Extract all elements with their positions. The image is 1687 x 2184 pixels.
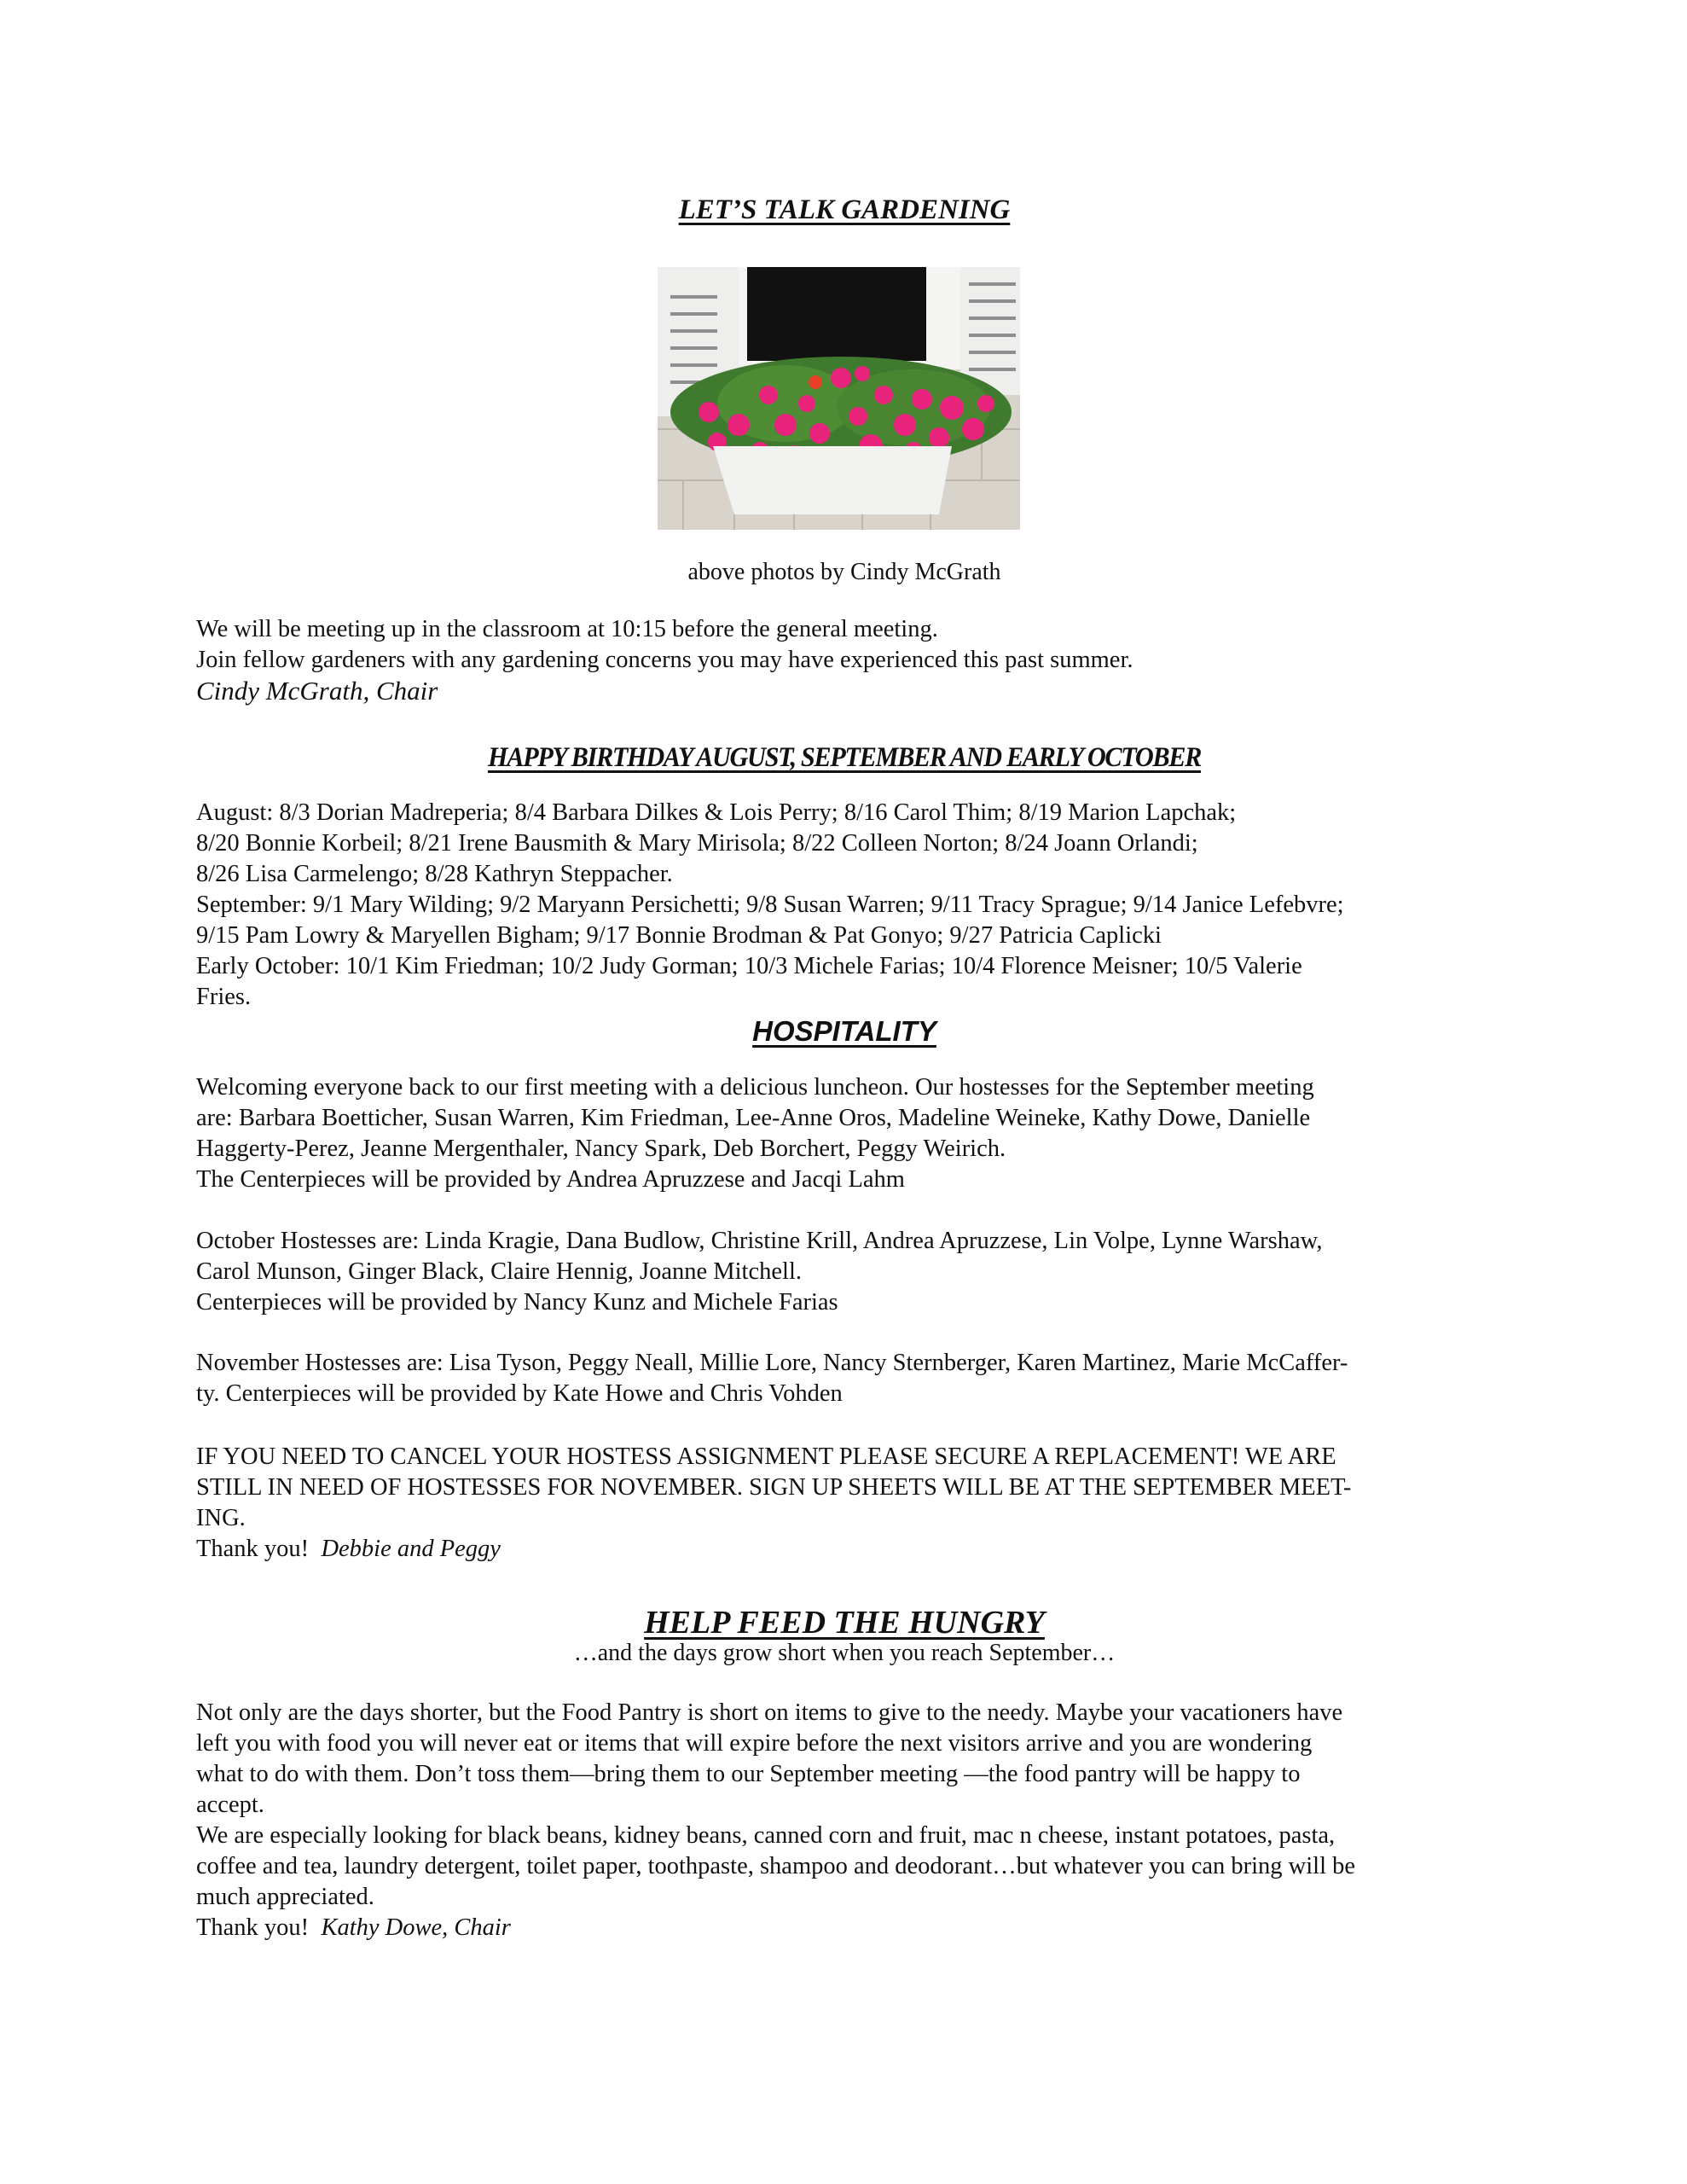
hungry-text [196, 1698, 1510, 1943]
hospitality-line: October Hostesses are: Linda Kragie, Dana Budlow, Christine Krill, Andrea Apruzzese, Lin Volpe, Lynne Warshaw, [196, 1228, 1323, 1254]
thanks-text: Thank you! [196, 1914, 322, 1941]
hungry-subtitle: …and the days grow short when you reach September… [573, 1640, 1116, 1666]
hospitality-line: ty. Centerpieces will be provided by Kate Howe and Chris Vohden [196, 1380, 843, 1407]
hospitality-line: Centerpieces will be provided by Nancy Kunz and Michele Farias [196, 1289, 838, 1316]
gardening-text [196, 614, 1510, 706]
birthday-september-line: 9/15 Pam Lowry & Maryellen Bigham; 9/17 Bonnie Brodman & Pat Gonyo; 9/27 Patricia Caplicki [196, 922, 1162, 949]
birthday-october-line: Fries. [196, 984, 252, 1010]
hospitality-notice [196, 1442, 1510, 1565]
hospitality-line: Carol Munson, Ginger Black, Claire Hennig, Joanne Mitchell. [196, 1258, 802, 1285]
hospitality-line: are: Barbara Boetticher, Susan Warren, Kim Friedman, Lee-Anne Oros, Madeline Weineke, Kathy Dowe, Danielle [196, 1105, 1311, 1131]
hungry-line: much appreciated. [196, 1884, 374, 1910]
hungry-line: Not only are the days shorter, but the Food Pantry is short on items to give to the needy. Maybe your vacationers have [196, 1699, 1343, 1726]
hungry-signature: Kathy Dowe, Chair [321, 1914, 511, 1941]
gardening-line: Join fellow gardeners with any gardening concerns you may have experienced this past summer. [196, 647, 1133, 673]
hungry-thanks [196, 1913, 1510, 1943]
hungry-line: We are especially looking for black beans, kidney beans, canned corn and fruit, mac n cheese, instant potatoes, pasta, [196, 1822, 1336, 1849]
hospitality-heading: HOSPITALITY [752, 1015, 936, 1047]
hungry-line: coffee and tea, laundry detergent, toilet paper, toothpaste, shampoo and deodorant…but whatever you can bring will be [196, 1853, 1356, 1879]
hospitality-line: Haggerty-Perez, Jeanne Mergenthaler, Nancy Spark, Deb Borchert, Peggy Weirich. [196, 1136, 1006, 1162]
hospitality-signature: Debbie and Peggy [321, 1536, 501, 1562]
hospitality-thanks [196, 1534, 1510, 1565]
notice-line: STILL IN NEED OF HOSTESSES FOR NOVEMBER. SIGN UP SHEETS WILL BE AT THE SEPTEMBER MEET- [196, 1474, 1352, 1501]
photo-caption: above photos by Cindy McGrath [687, 559, 1001, 585]
hungry-line: accept. [196, 1792, 264, 1818]
notice-line: ING. [196, 1505, 246, 1531]
birthday-august-line: 8/20 Bonnie Korbeil; 8/21 Irene Bausmith & Mary Mirisola; 8/22 Colleen Norton; 8/24 Joann Orlandi; [196, 830, 1198, 857]
gardening-signature: Cindy McGrath, Chair [196, 676, 438, 706]
hospitality-line: November Hostesses are: Lisa Tyson, Peggy Neall, Millie Lore, Nancy Sternberger, Karen Martinez, Marie McCaffer- [196, 1350, 1348, 1376]
birthday-september-line: September: 9/1 Mary Wilding; 9/2 Maryann Persichetti; 9/8 Susan Warren; 9/11 Tracy Sprague; 9/14 Janice Lefebvre; [196, 892, 1344, 918]
hospitality-september [196, 1072, 1510, 1195]
gardening-heading: LET’S TALK GARDENING [678, 195, 1011, 225]
birthday-august-line: 8/26 Lisa Carmelengo; 8/28 Kathryn Steppacher. [196, 861, 673, 887]
gardening-line: We will be meeting up in the classroom at 10:15 before the general meeting. [196, 616, 938, 642]
hospitality-line: Welcoming everyone back to our first meeting with a delicious luncheon. Our hostesses for the September meeting [196, 1074, 1314, 1101]
birthday-october-line: Early October: 10/1 Kim Friedman; 10/2 Judy Gorman; 10/3 Michele Farias; 10/4 Florence Meisner; 10/5 Valerie [196, 953, 1302, 979]
hospitality-line: The Centerpieces will be provided by Andrea Apruzzese and Jacqi Lahm [196, 1166, 905, 1193]
notice-line: IF YOU NEED TO CANCEL YOUR HOSTESS ASSIGNMENT PLEASE SECURE A REPLACEMENT! WE ARE [196, 1443, 1336, 1470]
hospitality-november [196, 1348, 1510, 1409]
hospitality-october [196, 1226, 1510, 1318]
birthday-list [196, 798, 1510, 1013]
hungry-line: what to do with them. Don’t toss them—bring them to our September meeting —the food pantry will be happy to [196, 1761, 1301, 1787]
birthday-heading: HAPPY BIRTHDAY AUGUST, SEPTEMBER AND EARLY OCTOBER [487, 742, 1202, 773]
hungry-line: left you with food you will never eat or items that will expire before the next visitors arrive and you are wondering [196, 1730, 1313, 1757]
flower-box-image [658, 267, 1020, 530]
thanks-text: Thank you! [196, 1536, 322, 1562]
window-box-photo [658, 267, 1020, 530]
hungry-heading: HELP FEED THE HUNGRY [644, 1605, 1045, 1641]
birthday-august-line: August: 8/3 Dorian Madreperia; 8/4 Barbara Dilkes & Lois Perry; 8/16 Carol Thim; 8/19 Marion Lapchak; [196, 799, 1237, 826]
